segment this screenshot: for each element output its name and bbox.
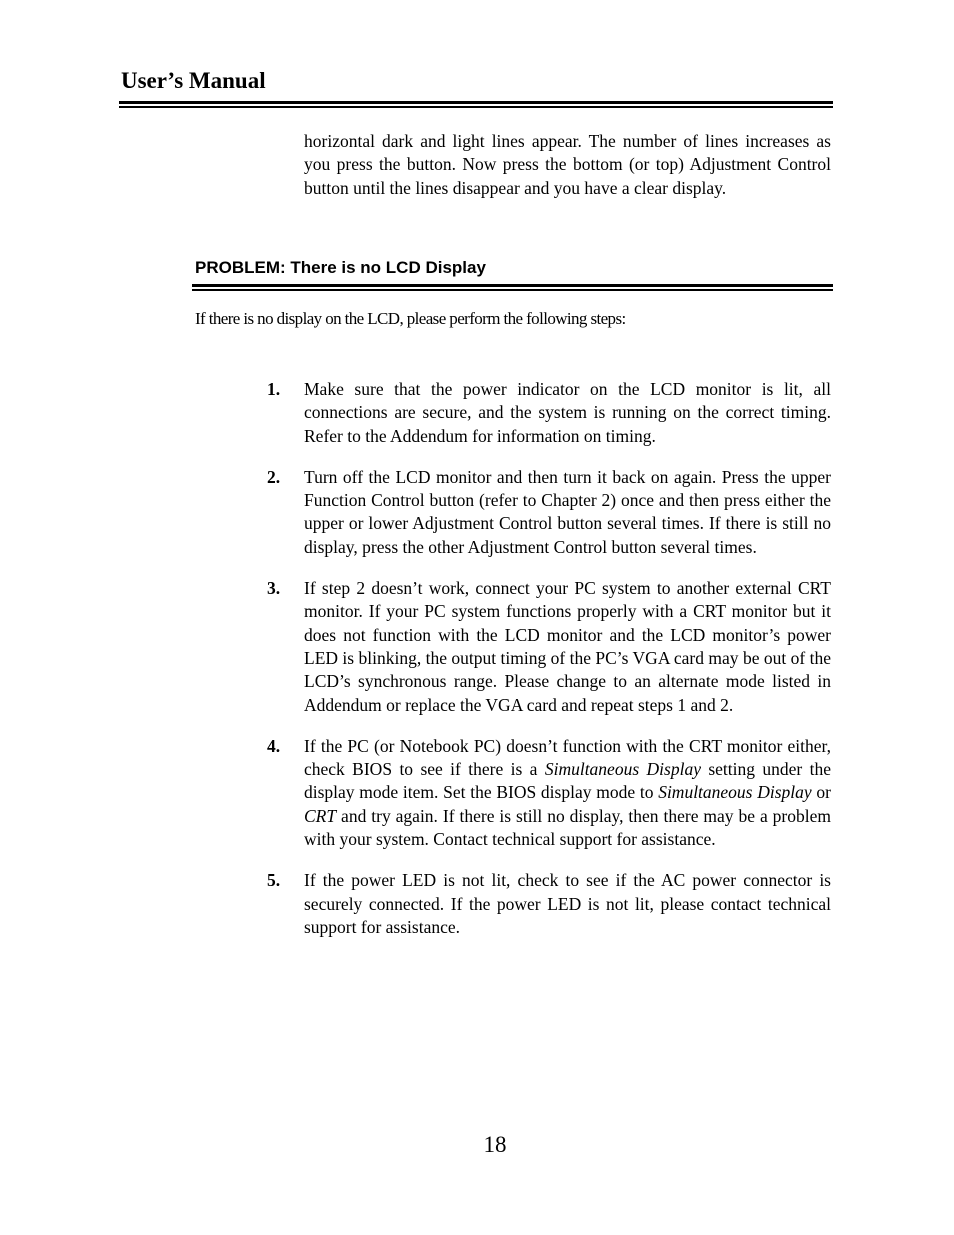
step-number: 1. — [267, 379, 281, 399]
step-text: If step 2 doesn’t work, connect your PC system to another external CRT monitor. If your PC system functions properly with a CRT monitor but it does not function with the LCD monitor and the LCD monitor’s power LED is blinking, the output timing of the PC’s VGA card may be out of the LCD’s synchronous range. Please change to an alternate mode listed in Addendum or replace the VGA card and repeat steps 1 and 2. — [304, 578, 831, 715]
step-text-part: and try again. If there is still no display, then there may be a problem with your system. Contact technical support for assistance. — [304, 805, 831, 850]
section-heading: PROBLEM: There is no LCD Display — [195, 258, 486, 277]
step-emphasis: Simultaneous Display — [544, 759, 701, 780]
steps-list — [267, 378, 831, 939]
step-emphasis: Simultaneous Display — [658, 782, 812, 803]
step-text: Turn off the LCD monitor and then turn it back on again. Press the upper Function Control button (refer to Chapter 2) once and then press either the upper or lower Adjustment Control button several times. If there is still no display, press the other Adjustment Control button several times. — [304, 466, 831, 557]
step-emphasis: CRT — [304, 805, 337, 826]
step-item — [267, 577, 831, 717]
section-lead-text: If there is no display on the LCD, please perform the following steps: — [195, 309, 626, 328]
step-text-part: If the PC (or Notebook PC) doesn’t function with the CRT monitor either, check BIOS to see if there is a — [304, 735, 831, 780]
page-header-title: User’s Manual — [121, 68, 266, 93]
header-rule-bottom — [119, 106, 833, 108]
step-text: If the power LED is not lit, check to see if the AC power connector is securely connected. If the power LED is not lit, please contact technical support for assistance. — [304, 870, 831, 937]
step-text-part: or — [811, 782, 831, 803]
section-rule-top — [192, 284, 833, 287]
step-item — [267, 869, 831, 939]
page-number: 18 — [483, 1132, 507, 1157]
step-item — [267, 466, 831, 559]
step-number: 3. — [267, 578, 281, 599]
step-item — [267, 735, 831, 851]
header-rule-top — [119, 101, 833, 104]
step-text-part: setting under the display mode item. Set the BIOS display mode to — [304, 759, 832, 803]
section-rule-bottom — [192, 289, 833, 291]
step-text — [304, 735, 831, 851]
step-item — [267, 378, 831, 448]
step-number: 2. — [267, 466, 281, 487]
step-number: 5. — [267, 870, 281, 891]
step-text: Make sure that the power indicator on the LCD monitor is lit, all connections are secure, and the system is running on the correct timing. Refer to the Addendum for information on timing. — [304, 379, 831, 446]
step-number: 4. — [267, 735, 281, 756]
intro-paragraph: horizontal dark and light lines appear. The number of lines increases as you press the button. Now press the bottom (or top) Adjustment Control button until the lines disappear and you have a clear display. — [304, 131, 831, 198]
